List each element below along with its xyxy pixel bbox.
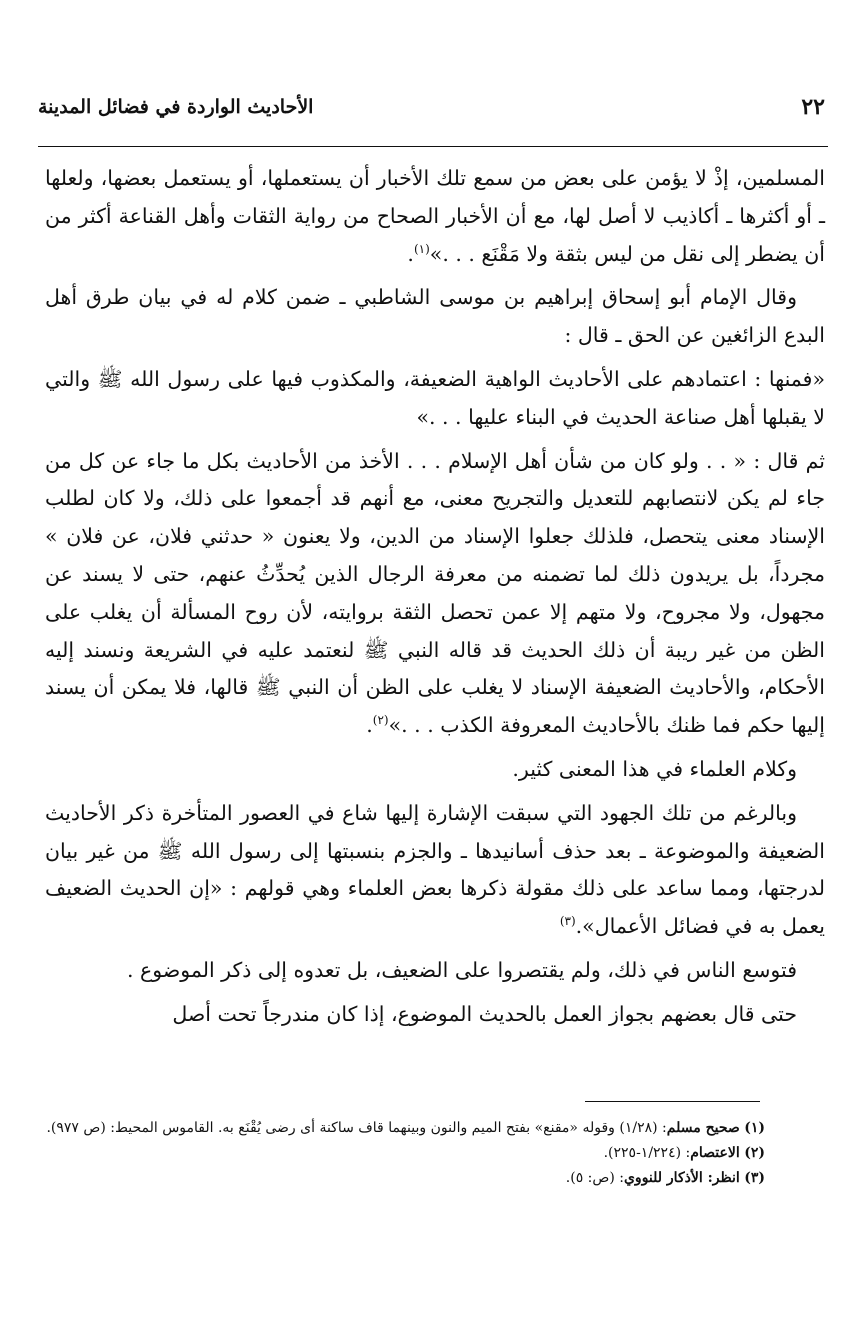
page-header xyxy=(38,92,825,132)
paragraph-text: وقال الإمام أبو إسحاق إبراهيم بن موسى الشاطبي ـ ضمن كلام له في بيان طرق أهل البدع الزائغين عن الحق ـ قال : xyxy=(45,285,825,348)
paragraph xyxy=(45,795,825,946)
paragraph xyxy=(45,279,825,355)
paragraph-text: وبالرغم من تلك الجهود التي سبقت الإشارة إليها شاع في العصور المتأخرة ذكر الأحاديث الضعيفة والموضوعة ـ بعد حذف أسانيدها ـ والجزم بنسبتها إلى رسول الله ﷺ من غير بيان لدرجتها، ومما ساعد على ذلك مقولة ذكرها بعض العلماء وهي قولهم : «إن الحديث الضعيف يعمل به في فضائل الأعمال». xyxy=(45,800,825,939)
paragraph-end: . xyxy=(366,713,373,738)
footnote-source: انظر: الأذكار للنووي xyxy=(623,1170,740,1186)
paragraph-end: . xyxy=(407,241,414,266)
running-title: الأحاديث الواردة في فضائل المدينة xyxy=(38,96,314,118)
header-divider xyxy=(38,146,828,147)
paragraph xyxy=(45,443,825,745)
footnote-source: صحيح مسلم xyxy=(666,1120,740,1136)
paragraph-text: ثم قال : « . . ولو كان من شأن أهل الإسلام . . . الأخذ من الأحاديث بكل ما جاء عن كل من جاء لم يكن لانتصابهم للتعديل والتجريح معنى، مع أنهم قد أجمعوا على ذلك، ولا كان لطلب الإسناد معنى يتحصل، فلذلك جعلوا الإسناد من الدين، ولا يعنون « حدثني فلان، عن فلان » مجرداً، بل يريدون ذلك لما تضمنه من معرفة الرجال الذين يُحدِّثُ عنهم، حتى لا يسند عن مجهول، ولا مجروح، ولا متهم إلا عمن تحصل الثقة بروايته، لأن روح المسألة أن يغلب على الظن من غير ريبة أن ذلك الحديث قد قاله النبي ﷺ لنعتمد عليه في الشريعة ونسند إليه الأحكام، والأحاديث الضعيفة الإسناد لا يغلب على الظن أن النبي ﷺ قالها، فلا يمكن أن يسند إليها حكم فما ظنك بالأحاديث المعروفة الكذب . . .» xyxy=(45,448,825,738)
footnote xyxy=(45,1141,765,1166)
page-number: ٢٢ xyxy=(801,94,825,120)
footnote-divider xyxy=(585,1101,760,1102)
footnote-ref: (٢) xyxy=(372,713,389,728)
footnote xyxy=(45,1116,765,1141)
footnote xyxy=(45,1166,765,1191)
footnote-number: (١) xyxy=(744,1120,765,1136)
paragraph-text: وكلام العلماء في هذا المعنى كثير. xyxy=(512,756,797,781)
main-text xyxy=(45,160,825,1040)
footnote-ref: (١) xyxy=(413,241,430,256)
paragraph xyxy=(45,361,825,437)
footnote-text: : (ص: ٥). xyxy=(565,1170,624,1186)
paragraph xyxy=(45,160,825,273)
paragraph xyxy=(45,952,825,990)
footnotes xyxy=(45,1116,765,1191)
paragraph-text: حتى قال بعضهم بجواز العمل بالحديث الموضوع، إذا كان مندرجاً تحت أصل xyxy=(172,1001,797,1026)
footnote-text: : (١/٢٨) وقوله «مقنع» بفتح الميم والنون وبينهما قاف ساكنة أى رضى يُقْنَع به. القاموس المحيط: (ص ٩٧٧). xyxy=(46,1120,667,1136)
footnote-text: : (١/٢٢٤-٢٢٥). xyxy=(603,1145,691,1161)
paragraph xyxy=(45,996,825,1034)
paragraph-text: المسلمين، إذْ لا يؤمن على بعض من سمع تلك الأخبار أن يستعملها، أو يستعمل بعضها، ولعلها ـ أو أكثرها ـ أكاذيب لا أصل لها، مع أن الأخبار الصحاح من رواية الثقات وأهل القناعة أكثر من أن يضطر إلى نقل من ليس بثقة ولا مَقْنَع . . .» xyxy=(45,166,825,266)
paragraph-text: فتوسع الناس في ذلك، ولم يقتصروا على الضعيف، بل تعدوه إلى ذكر الموضوع . xyxy=(127,957,797,982)
footnote-source: الاعتصام xyxy=(690,1145,740,1161)
paragraph xyxy=(45,751,825,789)
footnote-ref: (٣) xyxy=(559,914,576,929)
footnote-number: (٣) xyxy=(744,1170,765,1186)
paragraph-text: «فمنها : اعتمادهم على الأحاديث الواهية الضعيفة، والمكذوب فيها على رسول الله ﷺ والتي لا يقبلها أهل صناعة الحديث في البناء عليها . . .» xyxy=(45,366,825,429)
footnote-number: (٢) xyxy=(744,1145,765,1161)
